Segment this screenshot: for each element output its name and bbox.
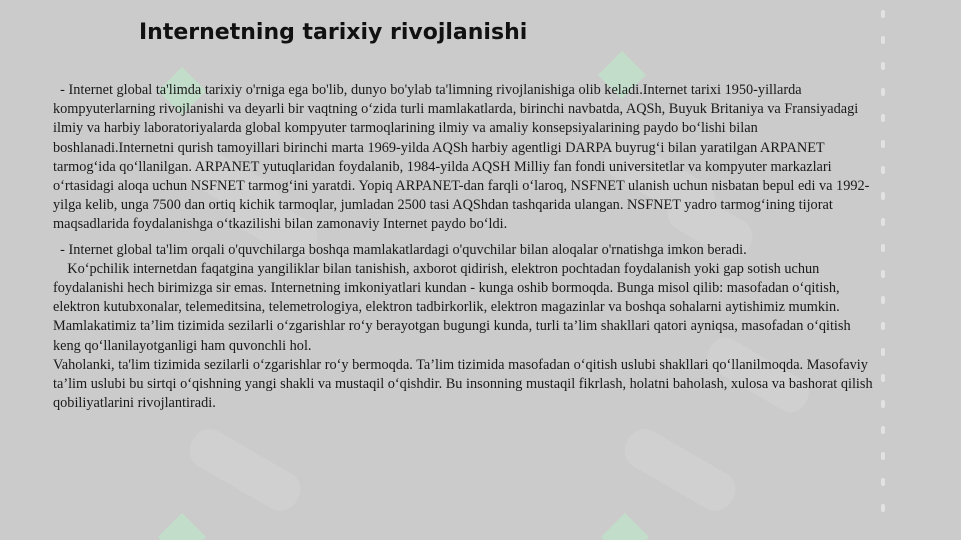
decorative-dot-column: [881, 0, 889, 540]
decorative-dot: [881, 400, 885, 408]
decorative-dot: [881, 270, 885, 278]
decorative-dot: [881, 62, 885, 70]
decorative-dot: [881, 478, 885, 486]
decorative-dot: [881, 374, 885, 382]
decorative-dot: [881, 192, 885, 200]
paragraph-history: - Internet global ta'limda tarixiy o'rniga ega bo'lib, dunyo bo'ylab ta'limning rivojlanishiga olib keladi.Internet tarixi 1950-yillarda kompyuterlarning rivojlanishi va deyarli bir vaqtning o‘zida turli mamlakatlarda, birinchi navbatda, AQSh, Buyuk Britaniya va Fransiyadagi ilmiy va harbiy laboratoriyalarda global kompyuter tarmoqlarining ilmiy va amaliy konsepsiyalarining paydo bo‘lishi bilan boshlanadi.Internetni qurish tamoyillari birinchi marta 1969-yilda AQSh harbiy agentligi DARPA buyrug‘i bilan yaratilgan ARPANET tarmog‘ida qo‘llanilgan. ARPANET yutuqlaridan foydalanib, 1984-yilda AQSH Milliy fan fondi universitetlar va kompyuter markazlari o‘rtasidagi aloqa uchun NSFNET tarmog‘ini yaratdi. Yopiq ARPANET-dan farqli o‘laroq, NSFNET ulanish uchun nisbatan bepul edi va 1992-yilga kelib, unga 7500 dan ortiq kichik tarmoqlar, jumladan 2500 tasi AQShdan tashqarida ulangan. NSFNET yadro tarmog‘ining tijorat maqsadlarida foydalanishga o‘tkazilishi bilan zamonaviy Internet paydo bo‘ldi.: [53, 82, 870, 233]
paragraph-internet-usage: Ko‘pchilik internetdan faqatgina yangiliklar bilan tanishish, axborot qidirish, elektron pochtadan foydalanish yoki gap sotish uchun foydalanishi hech birimizga sir emas. Internetning imkoniyatlari kundan - kunga oshib bormoqda. Bunga misol qilib: masofadan o‘qitish, elektron kutubxonalar, telemeditsina, telemetrologiya, elektron tadbirkorlik, elektron magazinlar va boshqa sohalarni aytishimiz mumkin. Mamlakatimiz ta’lim tizimida sezilarli o‘zgarishlar ro‘y berayotgan bugungi kunda, turli ta’lim shakllari qatori ayniqsa, masofadan o‘qitish keng qo‘llanilayotganligi ham quvonchli hol.: [53, 260, 855, 354]
decorative-dot: [881, 140, 885, 148]
decorative-dot: [881, 322, 885, 330]
decorative-dot: [881, 244, 885, 252]
decorative-dot: [881, 504, 885, 512]
decorative-dot: [881, 166, 885, 174]
decorative-dot: [881, 218, 885, 226]
decorative-dot: [881, 348, 885, 356]
decorative-dot: [881, 10, 885, 18]
decorative-dot: [881, 88, 885, 96]
decorative-dot: [881, 296, 885, 304]
decorative-dot: [881, 114, 885, 122]
paragraph-distance-learning: Vaholanki, ta'lim tizimida sezilarli o‘zgarishlar ro‘y bermoqda. Ta’lim tizimida masofadan o‘qitish uslubi shakllari qo‘llanilmoqda. Masofaviy ta’lim uslubi bu sirtqi o‘qishning yangi shakli va mustaqil o‘qishdir. Bu insonning mustaqil fikrlash, holatni baholash, xulosa va bashorat qilish qobiliyatlarini rivojlantiradi.: [53, 356, 877, 412]
slide-body: [53, 81, 877, 413]
paragraph-global-education: - Internet global ta'lim orqali o'quvchilarga boshqa mamlakatlardagi o'quvchilar bilan aloqalar o'rnatishga imkon beradi.: [53, 241, 747, 258]
decorative-dot: [881, 36, 885, 44]
decorative-dot: [881, 426, 885, 434]
decorative-dot: [881, 452, 885, 460]
page-title: Internetning tarixiy rivojlanishi: [139, 20, 528, 45]
